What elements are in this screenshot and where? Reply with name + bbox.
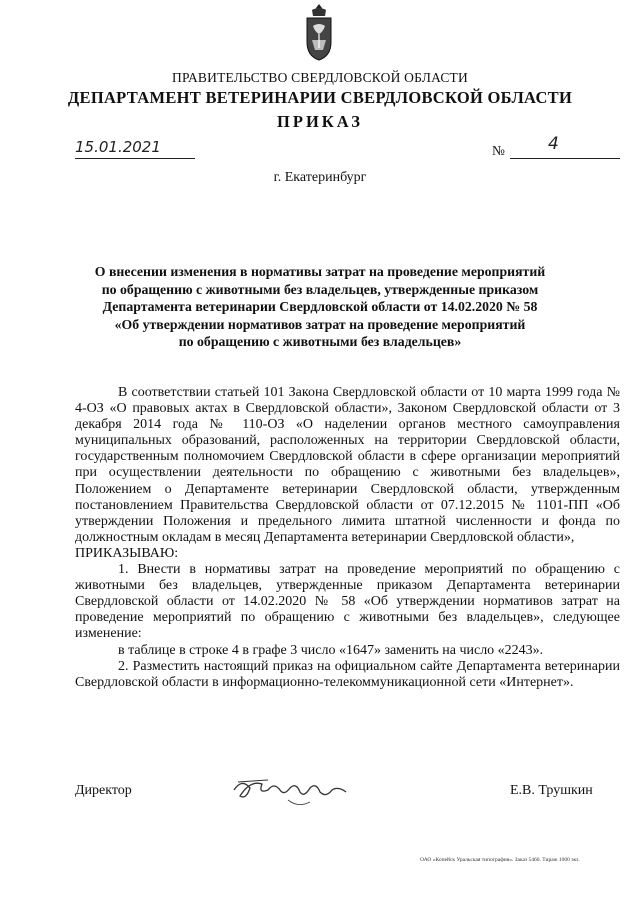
date-handwritten: 15.01.2021 bbox=[75, 138, 161, 156]
order-body bbox=[75, 385, 620, 691]
signatory-name: Е.В. Трушкин bbox=[510, 783, 593, 798]
signatory-position: Директор bbox=[75, 783, 132, 798]
preamble-paragraph: В соответствии статьей 101 Закона Свердловской области от 10 марта 1999 года № 4-ОЗ «О правовых актах в Свердловской области», Законом Свердловской области от 3 декабря 2014 года № 110-ОЗ «О наделении органов местного самоуправления муниципальных образований, расположенных на территории Свердловской области, государственным полномочием Свердловской области в сфере организации мероприятий при осуществлении деятельности по обращению с животными без владельцев», Положением о Департаменте ветеринарии Свердловской области, утвержденным постановлением Правительства Свердловской области от 07.12.2015 № 1101-ПП «Об утверждении Положения и предельного лимита штатной численности и фонда по должностным окладам в месяц Департамента ветеринарии Свердловской области», bbox=[75, 385, 620, 545]
handwritten-signature bbox=[228, 760, 358, 820]
item-1: 1. Внести в нормативы затрат на проведение мероприятий по обращению с животными без владельцев, утвержденные приказом Департамента ветеринарии Свердловской области от 14.02.2020 № 58 «Об утверждении нормативов затрат на проведение мероприятий по обращению с животными без владельцев», следующее изменение: bbox=[75, 562, 620, 642]
department-name: ДЕПАРТАМЕНТ ВЕТЕРИНАРИИ СВЕРДЛОВСКОЙ ОБЛАСТИ bbox=[67, 88, 573, 107]
number-line bbox=[510, 142, 620, 159]
title-line: О внесении изменения в нормативы затрат на проведение мероприятий bbox=[94, 264, 546, 279]
government-name: ПРАВИТЕЛЬСТВО СВЕРДЛОВСКОЙ ОБЛАСТИ bbox=[172, 70, 468, 85]
title-line: по обращению с животными без владельцев» bbox=[178, 334, 462, 349]
title-line: «Об утверждении нормативов затрат на проведение мероприятий bbox=[114, 316, 526, 332]
item-1-change: в таблице в строке 4 в графе 3 число «1647» заменить на число «2243». bbox=[118, 642, 544, 658]
number-handwritten: 4 bbox=[548, 134, 559, 154]
order-title bbox=[80, 263, 560, 351]
title-line: Департамента ветеринарии Свердловской области от 14.02.2020 № 58 bbox=[102, 299, 538, 314]
number-label: № bbox=[492, 143, 505, 158]
printer-note: ОАО «Копейск Уральская типография». Заказ 5460. Тираж 1000 экз. bbox=[420, 857, 580, 863]
title-line: по обращению с животными без владельцев, утвержденные приказом bbox=[101, 281, 539, 297]
document-type: ПРИКАЗ bbox=[277, 112, 363, 131]
item-2: 2. Разместить настоящий приказ на официальном сайте Департамента ветеринарии Свердловской области в информационно-телекоммуникационной сети «Интернет». bbox=[75, 658, 620, 690]
city: г. Екатеринбург bbox=[273, 170, 367, 185]
coat-of-arms-icon bbox=[303, 2, 335, 62]
order-word: ПРИКАЗЫВАЮ: bbox=[75, 545, 179, 561]
